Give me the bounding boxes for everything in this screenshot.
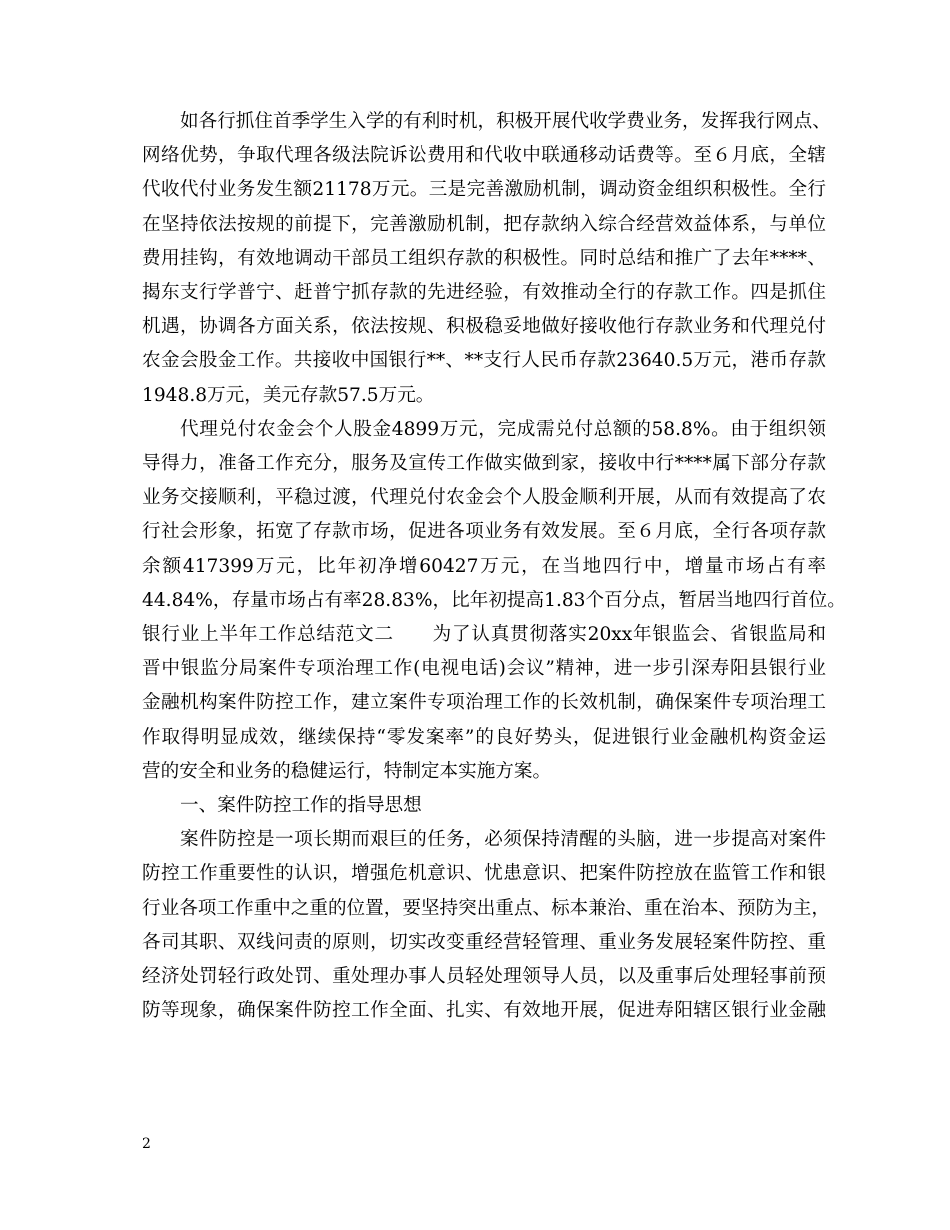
text-line: 金融机构案件防控工作，建立案件专项治理工作的长效机制，确保案件专项治理工 (142, 692, 826, 714)
paragraph (142, 413, 846, 789)
text-line: 晋中银监分局案件专项治理工作(电视电话)会议”精神，进一步引深寿阳县银行业 (142, 658, 826, 680)
text-line: 1948.8万元，美元存款57.5万元。 (142, 384, 435, 406)
section-heading (142, 789, 826, 823)
text-line: 44.84%，存量市场占有率28.83%，比年初提高1.83个百分点，暂居当地四行首位。 (142, 589, 846, 611)
text-line: 业务交接顺利，平稳过渡，代理兑付农金会个人股金顺利开展，从而有效提高了农 (142, 487, 826, 509)
text-line: 各司其职、双线问责的原则，切实改变重经营轻管理、重业务发展轻案件防控、重 (142, 931, 826, 953)
text-line: 费用挂钩，有效地调动干部员工组织存款的积极性。同时总结和推广了去年****、 (142, 247, 826, 269)
text-line: 机遇，协调各方面关系，依法按规、积极稳妥地做好接收他行存款业务和代理兑付 (142, 316, 826, 338)
text-line: 在坚持依法按规的前提下，完善激励机制，把存款纳入综合经营效益体系，与单位 (142, 213, 826, 235)
text-line: 导得力，准备工作充分，服务及宣传工作做实做到家，接收中行****属下部分存款 (142, 453, 826, 475)
text-line: 作取得明显成效，继续保持“零发案率”的良好势头，促进银行业金融机构资金运 (142, 726, 826, 748)
text-line: 如各行抓住首季学生入学的有利时机，积极开展代收学费业务，发挥我行网点、 (180, 111, 831, 132)
paragraph (142, 105, 831, 413)
text-line: 代理兑付农金会个人股金4899万元，完成需兑付总额的58.8%。由于组织领 (180, 418, 826, 440)
paragraph (142, 823, 830, 1028)
page-number: 2 (142, 1136, 151, 1152)
heading-text: 一、案件防控工作的指导思想 (180, 795, 422, 817)
text-line: 行社会形象，拓宽了存款市场，促进各项业务有效发展。至６月底，全行各项存款 (142, 521, 826, 543)
text-line: 经济处罚轻行政处罚、重处理办事人员轻处理领导人员，以及重事后处理轻事前预 (142, 966, 826, 988)
text-line: 网络优势，争取代理各级法院诉讼费用和代收中联通移动话费等。至６月底，全辖 (142, 145, 826, 167)
text-line: 代收代付业务发生额21178万元。三是完善激励机制，调动资金组织积极性。全行 (142, 179, 826, 201)
document-body (142, 105, 846, 1028)
text-line: 案件防控是一项长期而艰巨的任务，必须保持清醒的头脑，进一步提高对案件 (180, 829, 826, 851)
text-line: 行业各项工作重中之重的位置，要坚持突出重点、标本兼治、重在治本、预防为主， (142, 897, 830, 919)
text-line: 揭东支行学普宁、赶普宁抓存款的先进经验，有效推动全行的存款工作。四是抓住 (142, 282, 826, 304)
text-line: 防等现象，确保案件防控工作全面、扎实、有效地开展，促进寿阳辖区银行业金融 (142, 1000, 826, 1022)
text-line: 防控工作重要性的认识，增强危机意识、忧患意识、把案件防控放在监管工作和银 (142, 863, 826, 885)
text-line: 营的安全和业务的稳健运行，特制定本实施方案。 (142, 760, 552, 782)
text-line: 农金会股金工作。共接收中国银行**、**支行人民币存款23640.5万元，港币存款 (142, 350, 826, 372)
text-line: 银行业上半年工作总结范文二 为了认真贯彻落实20xx年银监会、省银监局和 (142, 624, 826, 646)
text-line: 余额417399万元，比年初净增60427万元，在当地四行中，增量市场占有率 (142, 555, 826, 577)
